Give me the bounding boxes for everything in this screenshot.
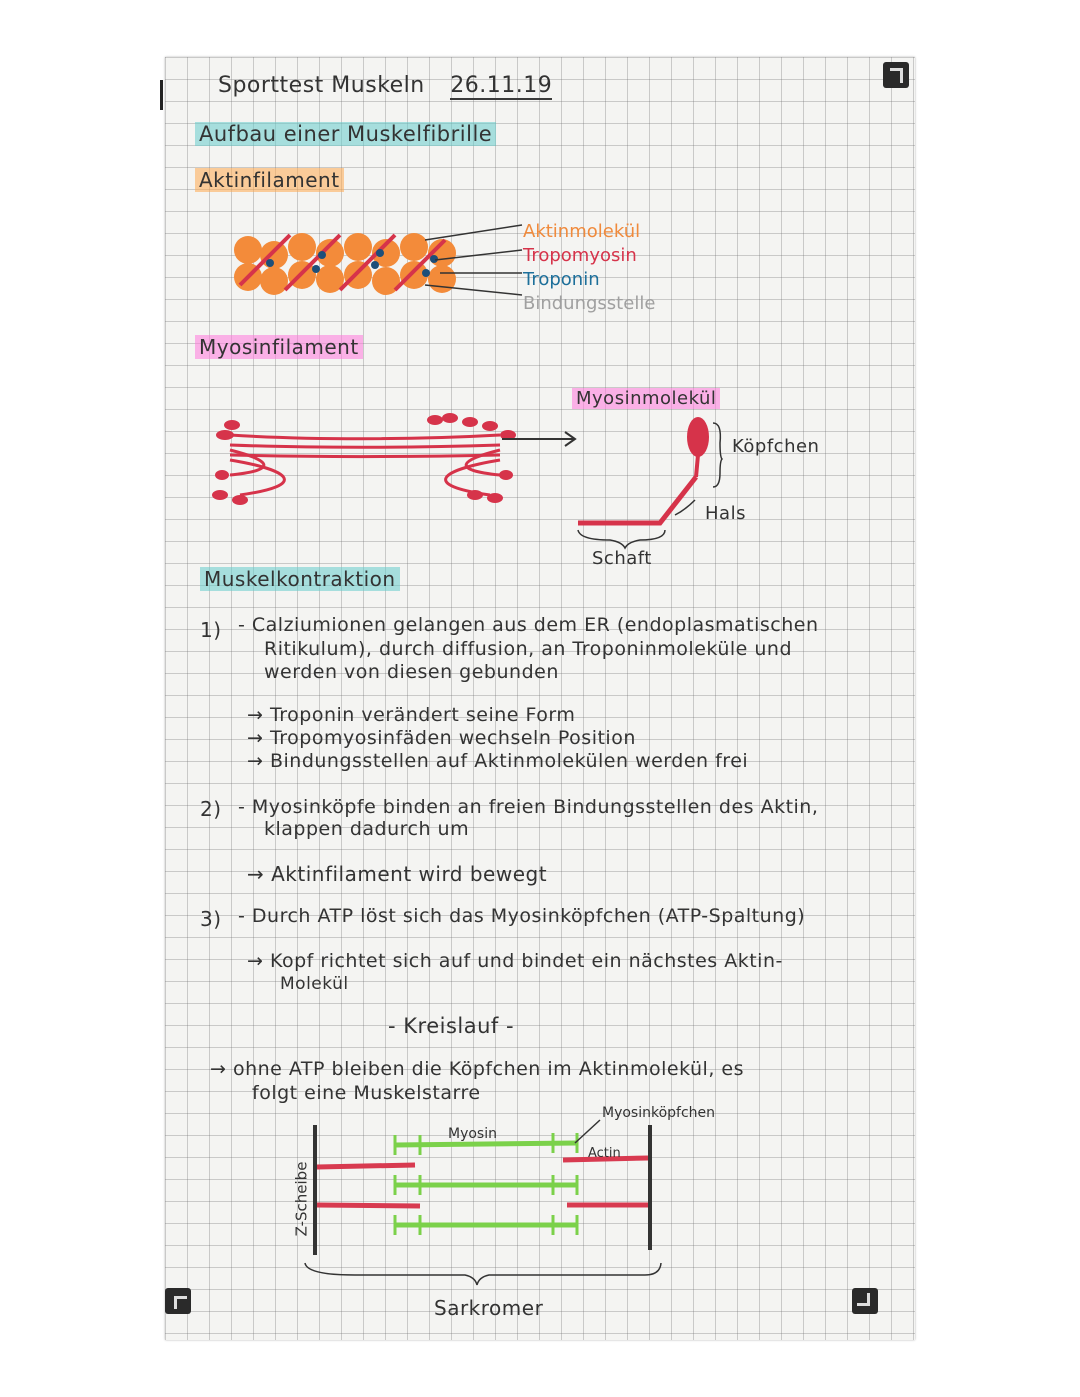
sarcomere-heads-label: Myosinköpfchen bbox=[602, 1105, 716, 1121]
step-1-arrow-3: → Bindungsstellen auf Aktinmolekülen werden frei bbox=[247, 750, 749, 772]
sarcomere-bottom-label: Sarkromer bbox=[434, 1296, 544, 1320]
actin-filament-diagram bbox=[230, 215, 530, 315]
step-2-line-2: klappen dadurch um bbox=[264, 818, 470, 840]
actin-label-list bbox=[523, 220, 655, 316]
label-aktinmolekuel: Aktinmolekül bbox=[523, 221, 641, 242]
page-corner-bottom-right-icon bbox=[852, 1288, 878, 1314]
actin-heading-text: Aktinfilament bbox=[195, 168, 344, 192]
page-corner-bottom-left-icon bbox=[165, 1288, 191, 1314]
step-1-line-3: werden von diesen gebunden bbox=[264, 661, 559, 683]
section-heading-fibril-text: Aufbau einer Muskelfibrille bbox=[195, 122, 496, 146]
myosin-filament-diagram bbox=[210, 400, 590, 510]
step-1-line-1: - Calziumionen gelangen aus dem ER (endoplasmatischen bbox=[238, 614, 819, 636]
label-bindungsstelle: Bindungsstelle bbox=[523, 293, 656, 314]
sarcomere-actin-label: Actin bbox=[588, 1146, 621, 1161]
heads-pointer bbox=[575, 1120, 600, 1143]
section-heading-fibril bbox=[195, 122, 496, 146]
myosin-filament-strands bbox=[230, 435, 500, 495]
z-disc-label: Z-Scheibe bbox=[292, 1161, 311, 1237]
label-tropomyosin: Tropomyosin bbox=[523, 245, 637, 266]
actin-heading bbox=[195, 168, 344, 192]
contraction-heading bbox=[200, 567, 400, 591]
step-1-arrow-2: → Tropomyosinfäden wechseln Position bbox=[247, 727, 636, 749]
sarcomere-brace bbox=[305, 1263, 661, 1285]
step-2-line-1: - Myosinköpfe binden an freien Bindungsstellen des Aktin, bbox=[238, 796, 819, 818]
myosin-heading bbox=[195, 335, 363, 359]
page-title bbox=[218, 73, 552, 98]
title-date: 26.11.19 bbox=[450, 73, 553, 98]
actin-filaments bbox=[317, 1158, 648, 1206]
title-text: Sporttest Muskeln bbox=[218, 73, 425, 98]
step-2-arrow-1: → Aktinfilament wird bewegt bbox=[247, 862, 548, 886]
step-2-number: 2) bbox=[200, 797, 222, 821]
sarcomere-myosin-label: Myosin bbox=[448, 1126, 497, 1142]
shaft-label: Schaft bbox=[592, 548, 652, 569]
contraction-heading-text: Muskelkontraktion bbox=[200, 567, 400, 591]
step-1-arrow-1: → Troponin verändert seine Form bbox=[247, 704, 576, 726]
myosin-molecule-heading bbox=[572, 388, 720, 409]
page-corner-top-right-icon bbox=[883, 62, 909, 88]
head-label: Köpfchen bbox=[732, 436, 820, 457]
rigor-note-line-2: folgt eine Muskelstarre bbox=[252, 1082, 481, 1104]
step-3-arrow-1: → Kopf richtet sich auf und bindet ein nächstes Aktin- bbox=[247, 950, 783, 972]
step-3-line-1: - Durch ATP löst sich das Myosinköpfchen (ATP-Spaltung) bbox=[238, 905, 806, 927]
myosin-heading-text: Myosinfilament bbox=[195, 335, 363, 359]
myosin-filaments bbox=[395, 1143, 577, 1225]
binder-mark bbox=[160, 80, 163, 110]
cycle-label: - Kreislauf - bbox=[388, 1014, 515, 1038]
step-1-line-2: Ritikulum), durch diffusion, an Troponinmoleküle und bbox=[264, 638, 793, 660]
step-1-number: 1) bbox=[200, 618, 222, 642]
step-3-arrow-2: Molekül bbox=[280, 974, 349, 994]
label-troponin: Troponin bbox=[523, 269, 600, 290]
myosin-molecule-heading-text: Myosinmolekül bbox=[572, 388, 720, 409]
step-3-number: 3) bbox=[200, 907, 222, 931]
rigor-note-line-1: → ohne ATP bleiben die Köpfchen im Aktinmolekül, es bbox=[210, 1058, 744, 1080]
neck-label: Hals bbox=[705, 503, 746, 524]
